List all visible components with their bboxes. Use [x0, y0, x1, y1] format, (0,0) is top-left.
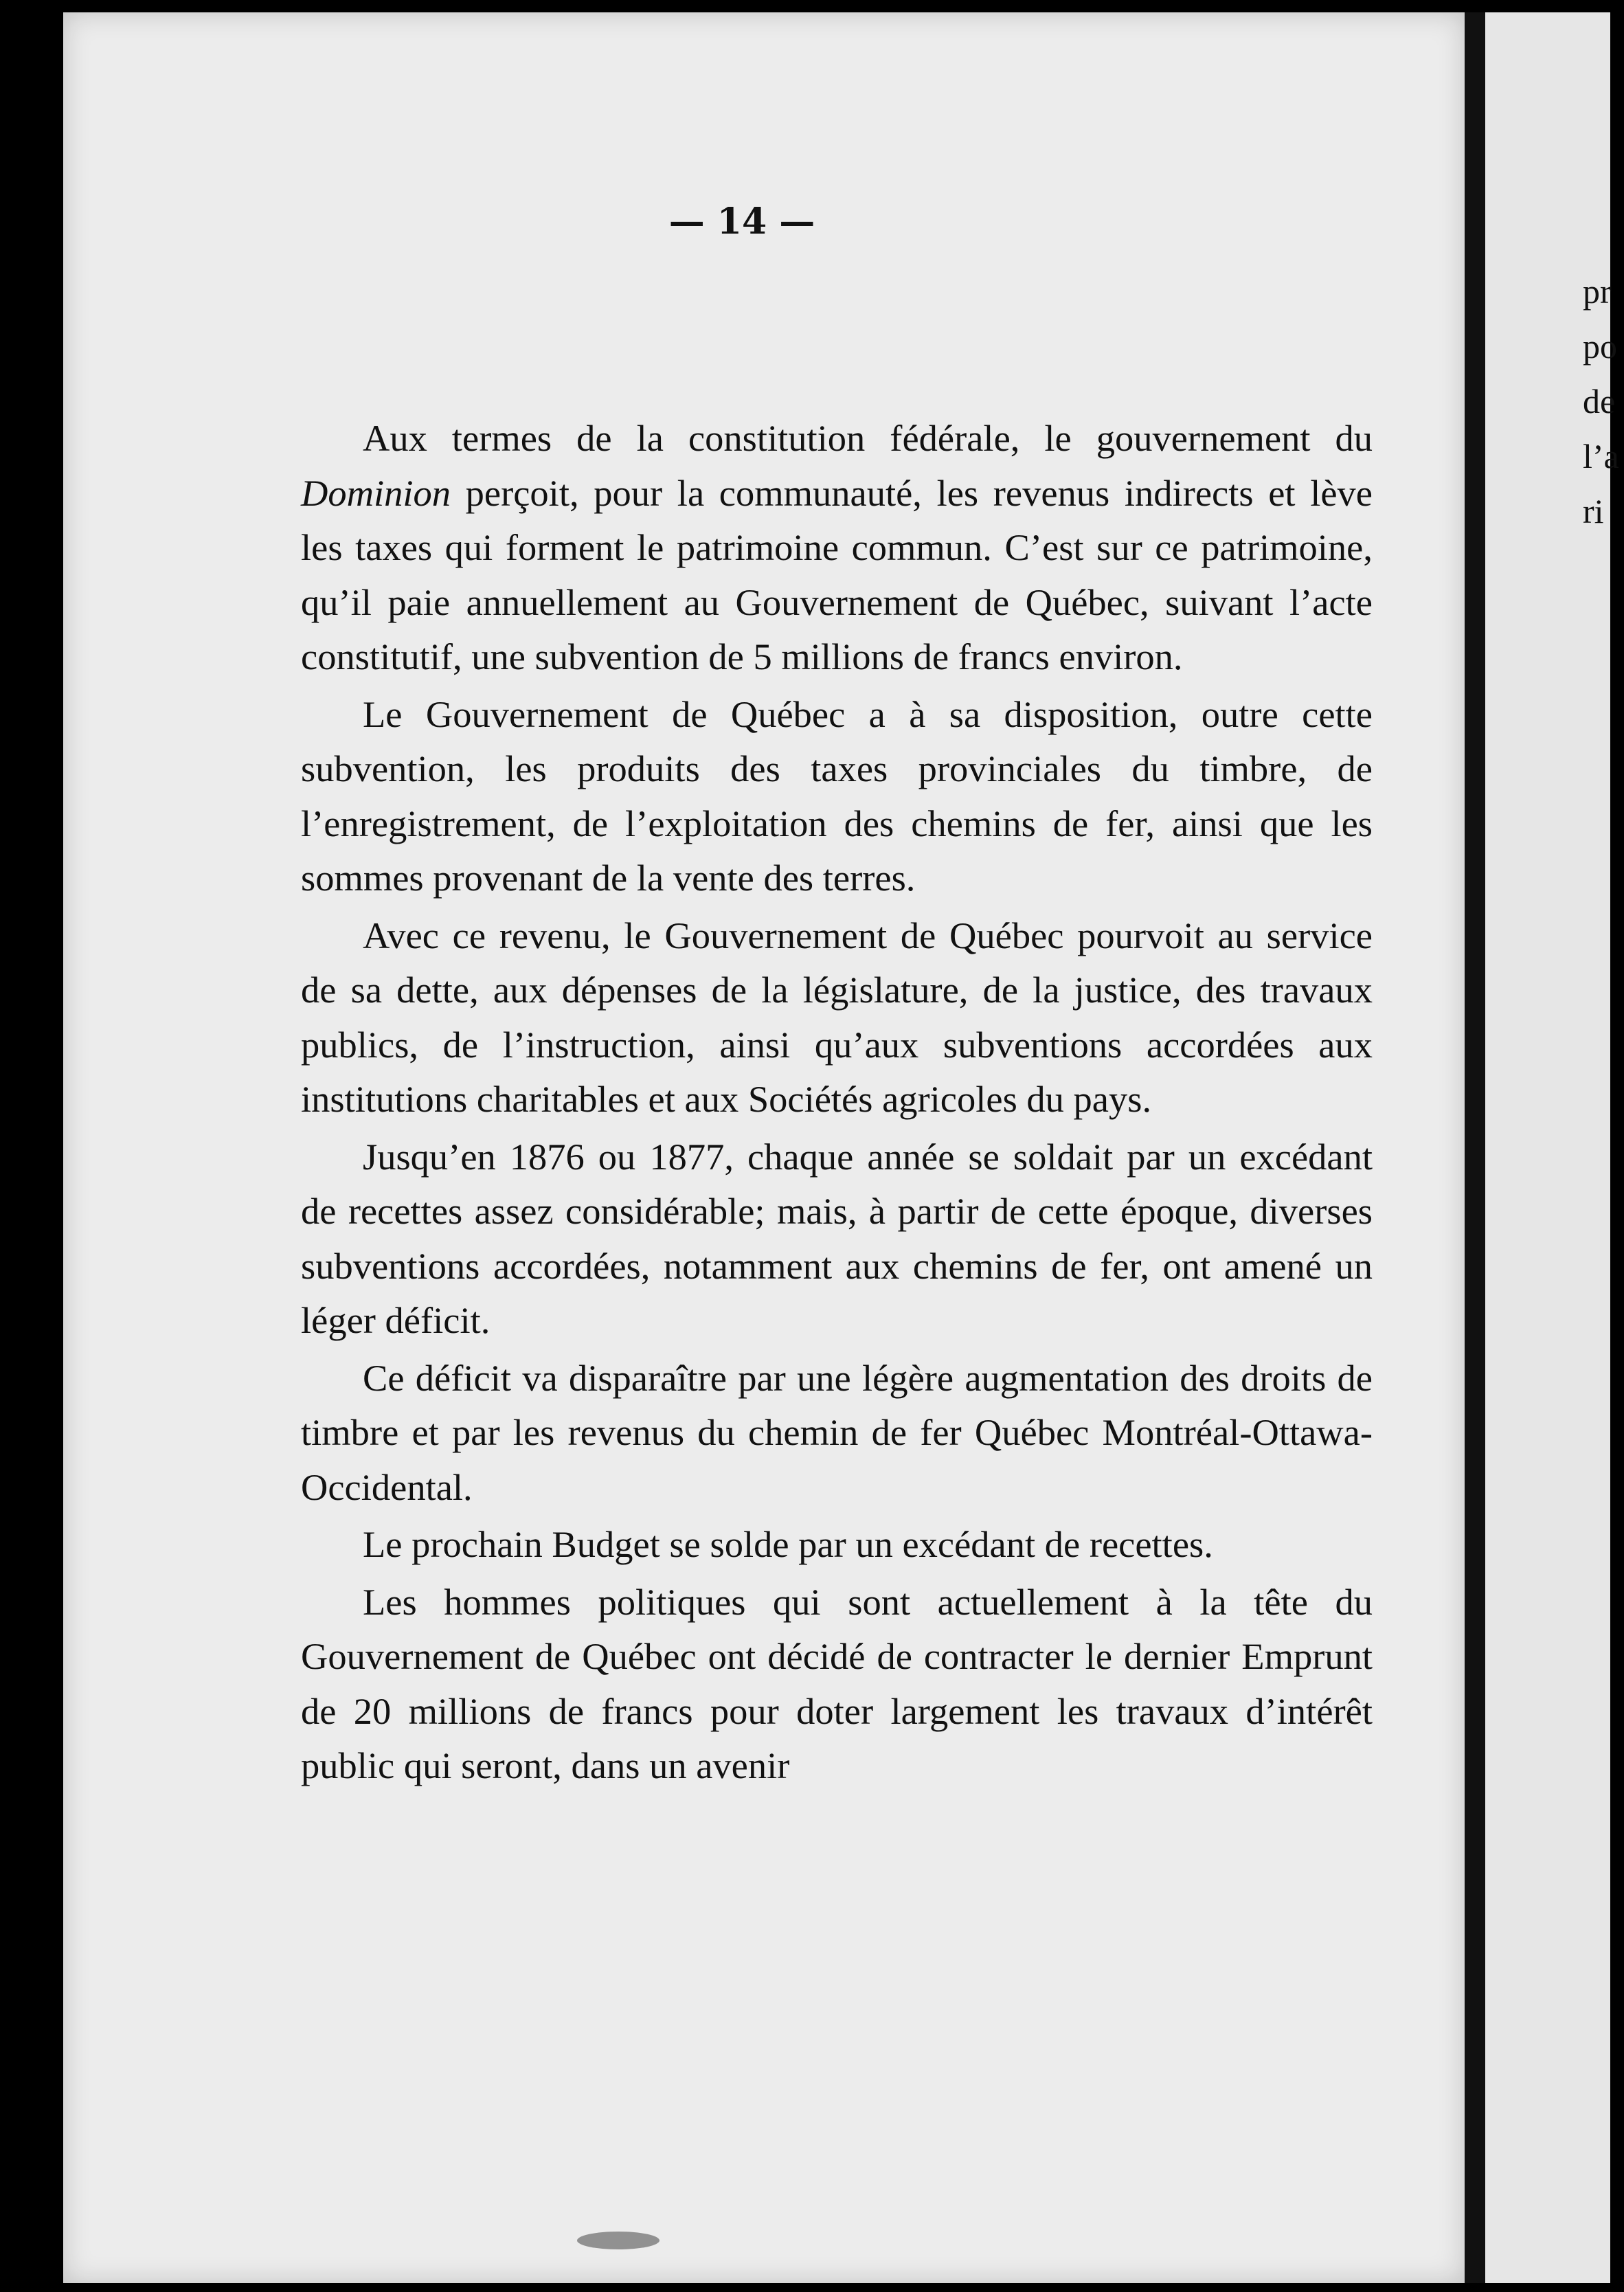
dominion-emphasis: Dominion [301, 471, 451, 514]
fragment-line: pr [1583, 272, 1612, 311]
page-number: — 14 — [668, 201, 815, 243]
paragraph: Aux termes de la constitution fédérale, le gouvernement du Dominion perçoit, pour la communauté, les revenus indirects et lève les taxes qui forment le patrimoine commun. C’est sur ce patrimoine, qu’il paie annuellement au Gouvernement de Québec, suivant l’acte constitutif, une subvention de 5 millions de francs environ. [301, 417, 1373, 677]
paragraph: Avec ce revenu, le Gouvernement de Québec pourvoit au service de sa dette, aux dépenses de la législature, de la justice, des travaux publics, de l’instruction, ainsi qu’aux subventions accordées aux institutions charitables et aux Sociétés agricoles du pays. [301, 914, 1373, 1120]
paragraph: Ce déficit va disparaître par une légère augmentation des droits de timbre et par les revenus du chemin de fer Québec Montréal-Ottawa-Occidental. [301, 1356, 1373, 1508]
fragment-line: ri [1583, 492, 1604, 530]
page-gutter [1465, 12, 1485, 2283]
body-text [301, 411, 1373, 1796]
fragment-line: de [1583, 382, 1616, 420]
next-page-fragments [1583, 264, 1624, 539]
paragraph: Le Gouvernement de Québec a à sa disposition, outre cette subvention, les produits des taxes provinciales du timbre, de l’enregistrement, de l’exploitation des chemins de fer, ainsi que les sommes provenant de la vente des terres. [301, 693, 1373, 899]
paragraph: Jusqu’en 1876 ou 1877, chaque année se soldait par un excédant de recettes assez considérable; mais, à partir de cette époque, diverses subventions accordées, notamment aux chemins de fer, ont amené un léger déficit. [301, 1135, 1373, 1341]
paragraph: Les hommes politiques qui sont actuellement à la tête du Gouvernement de Québec ont décidé de contracter le dernier Emprunt de 20 millions de francs pour doter largement les travaux d’intérêt public qui seront, dans un avenir [301, 1580, 1373, 1786]
fragment-line: l’a [1583, 437, 1619, 475]
fragment-line: po [1583, 327, 1617, 366]
ink-smudge [577, 2232, 659, 2249]
paragraph: Le prochain Budget se solde par un excédant de recettes. [363, 1523, 1213, 1565]
